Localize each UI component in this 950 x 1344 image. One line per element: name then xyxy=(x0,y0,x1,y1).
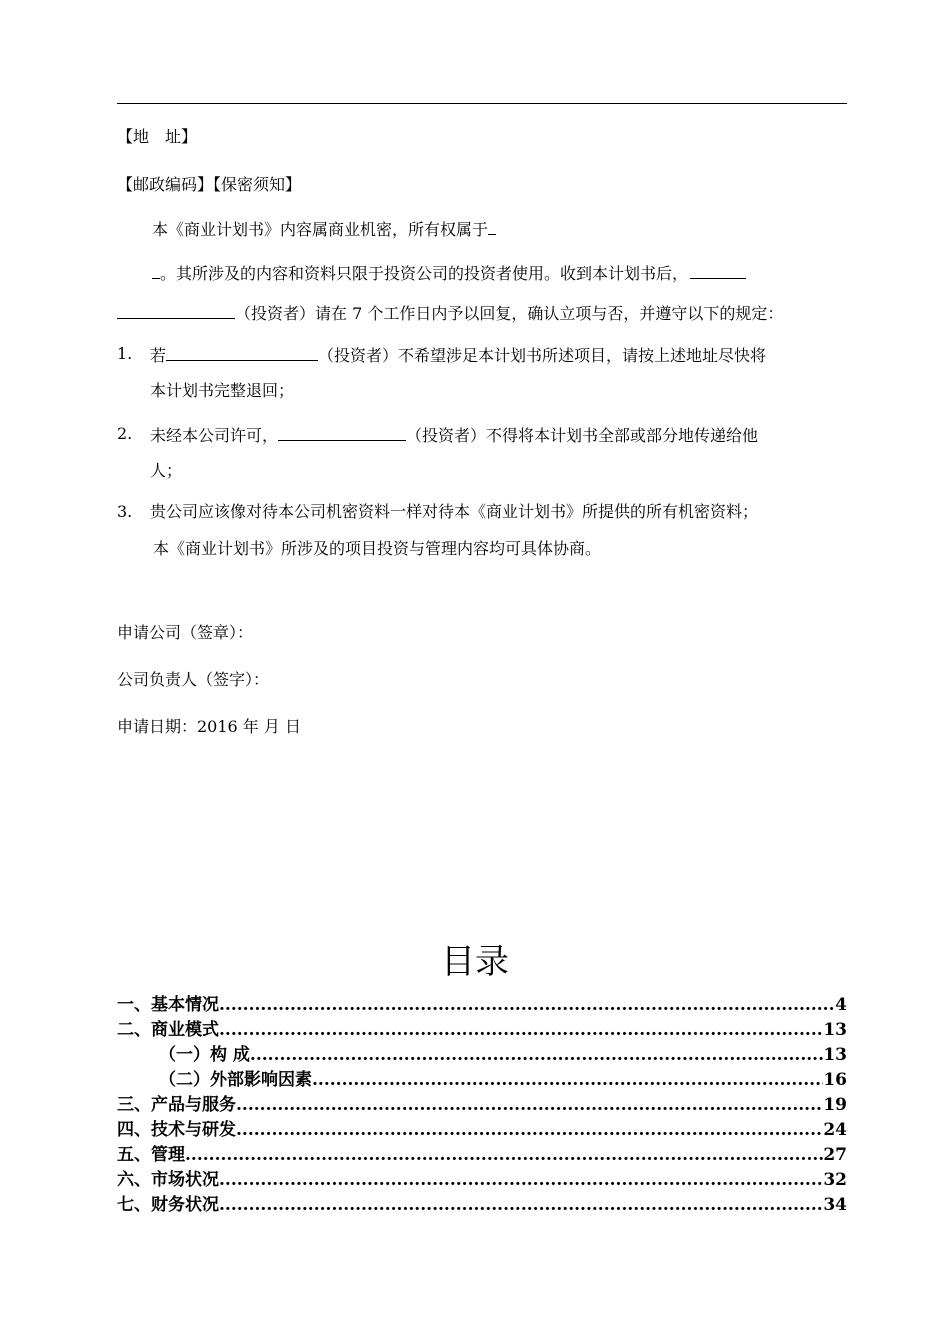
item-1-line xyxy=(150,344,766,366)
toc-entry[interactable] xyxy=(117,1118,847,1143)
toc-title: 目录 xyxy=(441,942,509,982)
header-rule xyxy=(117,103,847,104)
toc-entry[interactable] xyxy=(117,1043,847,1068)
toc-entry[interactable] xyxy=(117,1093,847,1118)
signature-company: 申请公司（签章）： xyxy=(117,623,254,642)
toc-entry[interactable] xyxy=(117,1193,847,1218)
toc-entry-page: 32 xyxy=(823,1170,847,1190)
toc-leader-dots xyxy=(219,1018,823,1043)
item-3-line: 贵公司应该像对待本公司机密资料一样对待本《商业计划书》所提供的所有机密资料； xyxy=(150,502,759,521)
item-1-number: 1. xyxy=(117,344,133,363)
confidential-line-3 xyxy=(117,302,783,324)
item-2-pre: 未经本公司许可， xyxy=(150,426,279,445)
toc-entry-page: 27 xyxy=(823,1145,847,1165)
table-of-contents xyxy=(117,993,847,1218)
postal-confidential-label: 【邮政编码】【保密须知】 xyxy=(117,175,302,194)
signature-date: 申请日期：2016 年 月 日 xyxy=(117,717,301,736)
toc-entry-label: 二、商业模式 xyxy=(117,1020,219,1040)
investor-blank-1[interactable] xyxy=(690,262,746,279)
toc-entry-page: 13 xyxy=(823,1020,847,1040)
owner-blank-cont[interactable] xyxy=(152,262,160,279)
toc-entry[interactable] xyxy=(117,1143,847,1168)
confidential-line-2 xyxy=(152,262,746,284)
toc-entry[interactable] xyxy=(117,993,847,1018)
toc-leader-dots xyxy=(250,1043,823,1068)
toc-entry-label: （二）外部影响因素 xyxy=(159,1070,312,1090)
confidential-text-1: 本《商业计划书》内容属商业机密，所有权属于 xyxy=(152,220,489,239)
toc-leader-dots xyxy=(236,1118,823,1143)
toc-entry-label: 三、产品与服务 xyxy=(117,1095,236,1115)
confidential-text-2: 。其所涉及的内容和资料只限于投资公司的投资者使用。收到本计划书后， xyxy=(160,264,689,283)
toc-leader-dots xyxy=(219,1168,823,1193)
toc-entry-label: 一、基本情况 xyxy=(117,995,219,1015)
item-3-number: 3. xyxy=(117,502,133,521)
confidential-line-1 xyxy=(152,218,496,240)
item-2-line xyxy=(150,424,758,446)
toc-leader-dots xyxy=(236,1093,823,1118)
item-2-cont: 人； xyxy=(150,461,183,480)
owner-blank[interactable] xyxy=(488,218,496,235)
item-1-cont: 本计划书完整退回； xyxy=(150,381,295,400)
toc-entry-page: 4 xyxy=(835,995,847,1015)
toc-entry-page: 34 xyxy=(823,1195,847,1215)
toc-entry-label: 七、财务状况 xyxy=(117,1195,219,1215)
toc-entry-page: 24 xyxy=(823,1120,847,1140)
item-3-cont: 本《商业计划书》所涉及的项目投资与管理内容均可具体协商。 xyxy=(153,539,602,558)
investor-blank-1-cont[interactable] xyxy=(117,302,235,319)
toc-leader-dots xyxy=(185,1143,823,1168)
item-1-post: （投资者）不希望涉足本计划书所述项目，请按上述地址尽快将 xyxy=(318,346,767,365)
toc-entry-page: 19 xyxy=(823,1095,847,1115)
address-label: 【地 址】 xyxy=(117,127,198,146)
confidential-text-3: （投资者）请在 7 个工作日内予以回复，确认立项与否，并遵守以下的规定： xyxy=(235,304,784,323)
toc-entry-label: 四、技术与研发 xyxy=(117,1120,236,1140)
toc-leader-dots xyxy=(312,1068,823,1093)
toc-leader-dots xyxy=(219,993,835,1018)
toc-leader-dots xyxy=(219,1193,823,1218)
item-2-number: 2. xyxy=(117,424,133,443)
toc-entry-page: 13 xyxy=(823,1045,847,1065)
toc-entry[interactable] xyxy=(117,1018,847,1043)
investor-blank-3[interactable] xyxy=(278,424,406,441)
investor-blank-2[interactable] xyxy=(166,344,318,361)
toc-entry-page: 16 xyxy=(823,1070,847,1090)
toc-entry-label: （一）构 成 xyxy=(159,1045,250,1065)
toc-entry[interactable] xyxy=(117,1168,847,1193)
item-1-pre: 若 xyxy=(150,346,167,365)
toc-entry-label: 六、市场状况 xyxy=(117,1170,219,1190)
toc-entry[interactable] xyxy=(117,1068,847,1093)
signature-person: 公司负责人（签字）： xyxy=(117,670,270,689)
item-2-post: （投资者）不得将本计划书全部或部分地传递给他 xyxy=(406,426,759,445)
toc-entry-label: 五、管理 xyxy=(117,1145,185,1165)
